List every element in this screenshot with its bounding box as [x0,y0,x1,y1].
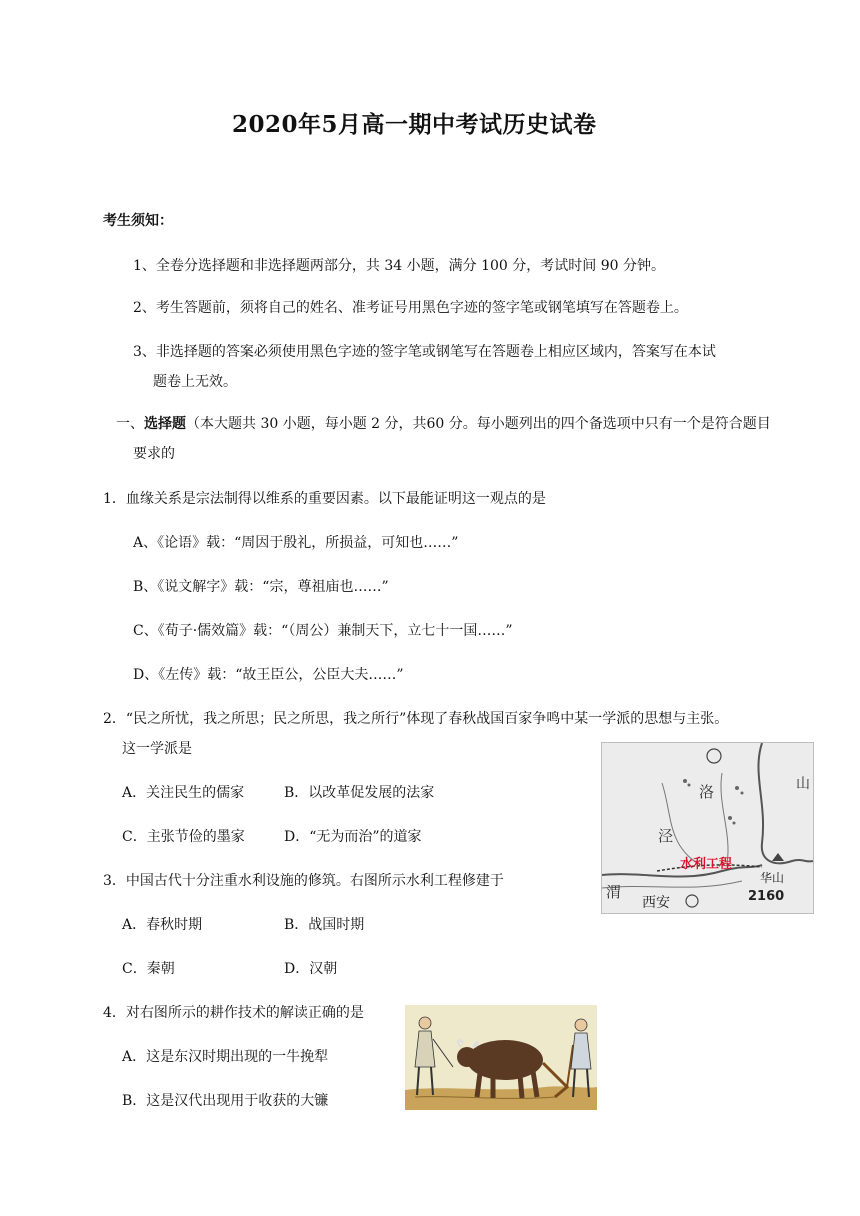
q1-option-d: D、《左传》载：“故王臣公，公臣大夫……” [133,667,404,683]
map-label-luo: 洛 [699,783,715,801]
map-label-xian: 西安 [642,895,670,911]
ox-plow-drawing [405,1005,597,1110]
map-label-wei: 渭 [606,883,622,901]
notice-item-2: 2、考生答题前，须将自己的姓名、准考证号用黑色字迹的签字笔或钢笔填写在答题卷上。 [133,300,688,316]
q3-option-c: C．秦朝 [122,961,175,977]
q4-option-a: A．这是东汉时期出现的一牛挽犁 [122,1049,329,1065]
q2-option-c: C．主张节俭的墨家 [122,829,245,845]
q1-option-a: A、《论语》载：“周因于殷礼，所损益，可知也……” [133,535,459,551]
notice-item-3-cont: 题卷上无效。 [153,374,237,390]
q1-option-c: C、《荀子·儒效篇》载：“（周公）兼制天下，立七十一国……” [133,623,513,639]
section-desc-cont: 要求的 [133,446,175,462]
water-project-map [601,742,814,914]
q2-option-b: B．以改革促发展的法家 [284,785,435,801]
q4-option-b: B．这是汉代出现用于收获的大镰 [122,1093,329,1109]
notice-item-3: 3、非选择题的答案必须使用黑色字迹的签字笔或钢笔写在答题卷上相应区域内，答案写在本试 [133,344,716,360]
section-desc: （本大题共 30 小题，每小题 2 分，共60 分。每小题列出的四个备选项中只有一个是符合题目 [186,416,771,432]
section-prefix: 一、 [116,416,144,432]
q3-option-a: A．春秋时期 [122,917,203,933]
q2-stem-cont: 这一学派是 [122,741,192,757]
notice-item-1: 1、全卷分选择题和非选择题两部分，共 34 小题，满分 100 分，考试时间 90 分钟。 [133,258,665,274]
exam-title: 2020年5月高一期中考试历史试卷 [232,111,597,138]
q1-stem: 1．血缘关系是宗法制得以维系的重要因素。以下最能证明这一观点的是 [103,491,546,507]
map-label-project: 水利工程 [680,857,733,872]
q1-option-b: B、《说文解字》载：“宗，尊祖庙也……” [133,579,389,595]
q3-stem: 3．中国古代十分注重水利设施的修筑。右图所示水利工程修建于 [103,873,504,889]
q3-option-b: B．战国时期 [284,917,365,933]
notice-heading: 考生须知： [103,213,173,229]
q2-option-a: A．关注民生的儒家 [122,785,245,801]
q3-option-d: D．汉朝 [284,961,338,977]
map-label-shan: 山 [796,776,810,792]
q2-option-d: D．“无为而治”的道家 [284,829,422,845]
section-heading [116,413,771,433]
ox-plow-illustration [405,1005,597,1110]
q2-stem: 2．“民之所忧，我之所思；民之所思，我之所行”体现了春秋战国百家争鸣中某一学派的思想与主张。 [103,711,729,727]
map-drawing [602,743,813,913]
q4-stem: 4．对右图所示的耕作技术的解读正确的是 [103,1005,364,1021]
section-name: 选择题 [144,416,186,432]
map-label-elevation: 2160 [748,889,785,904]
map-label-jing: 泾 [658,827,674,845]
map-label-huashan: 华山 [760,871,785,885]
